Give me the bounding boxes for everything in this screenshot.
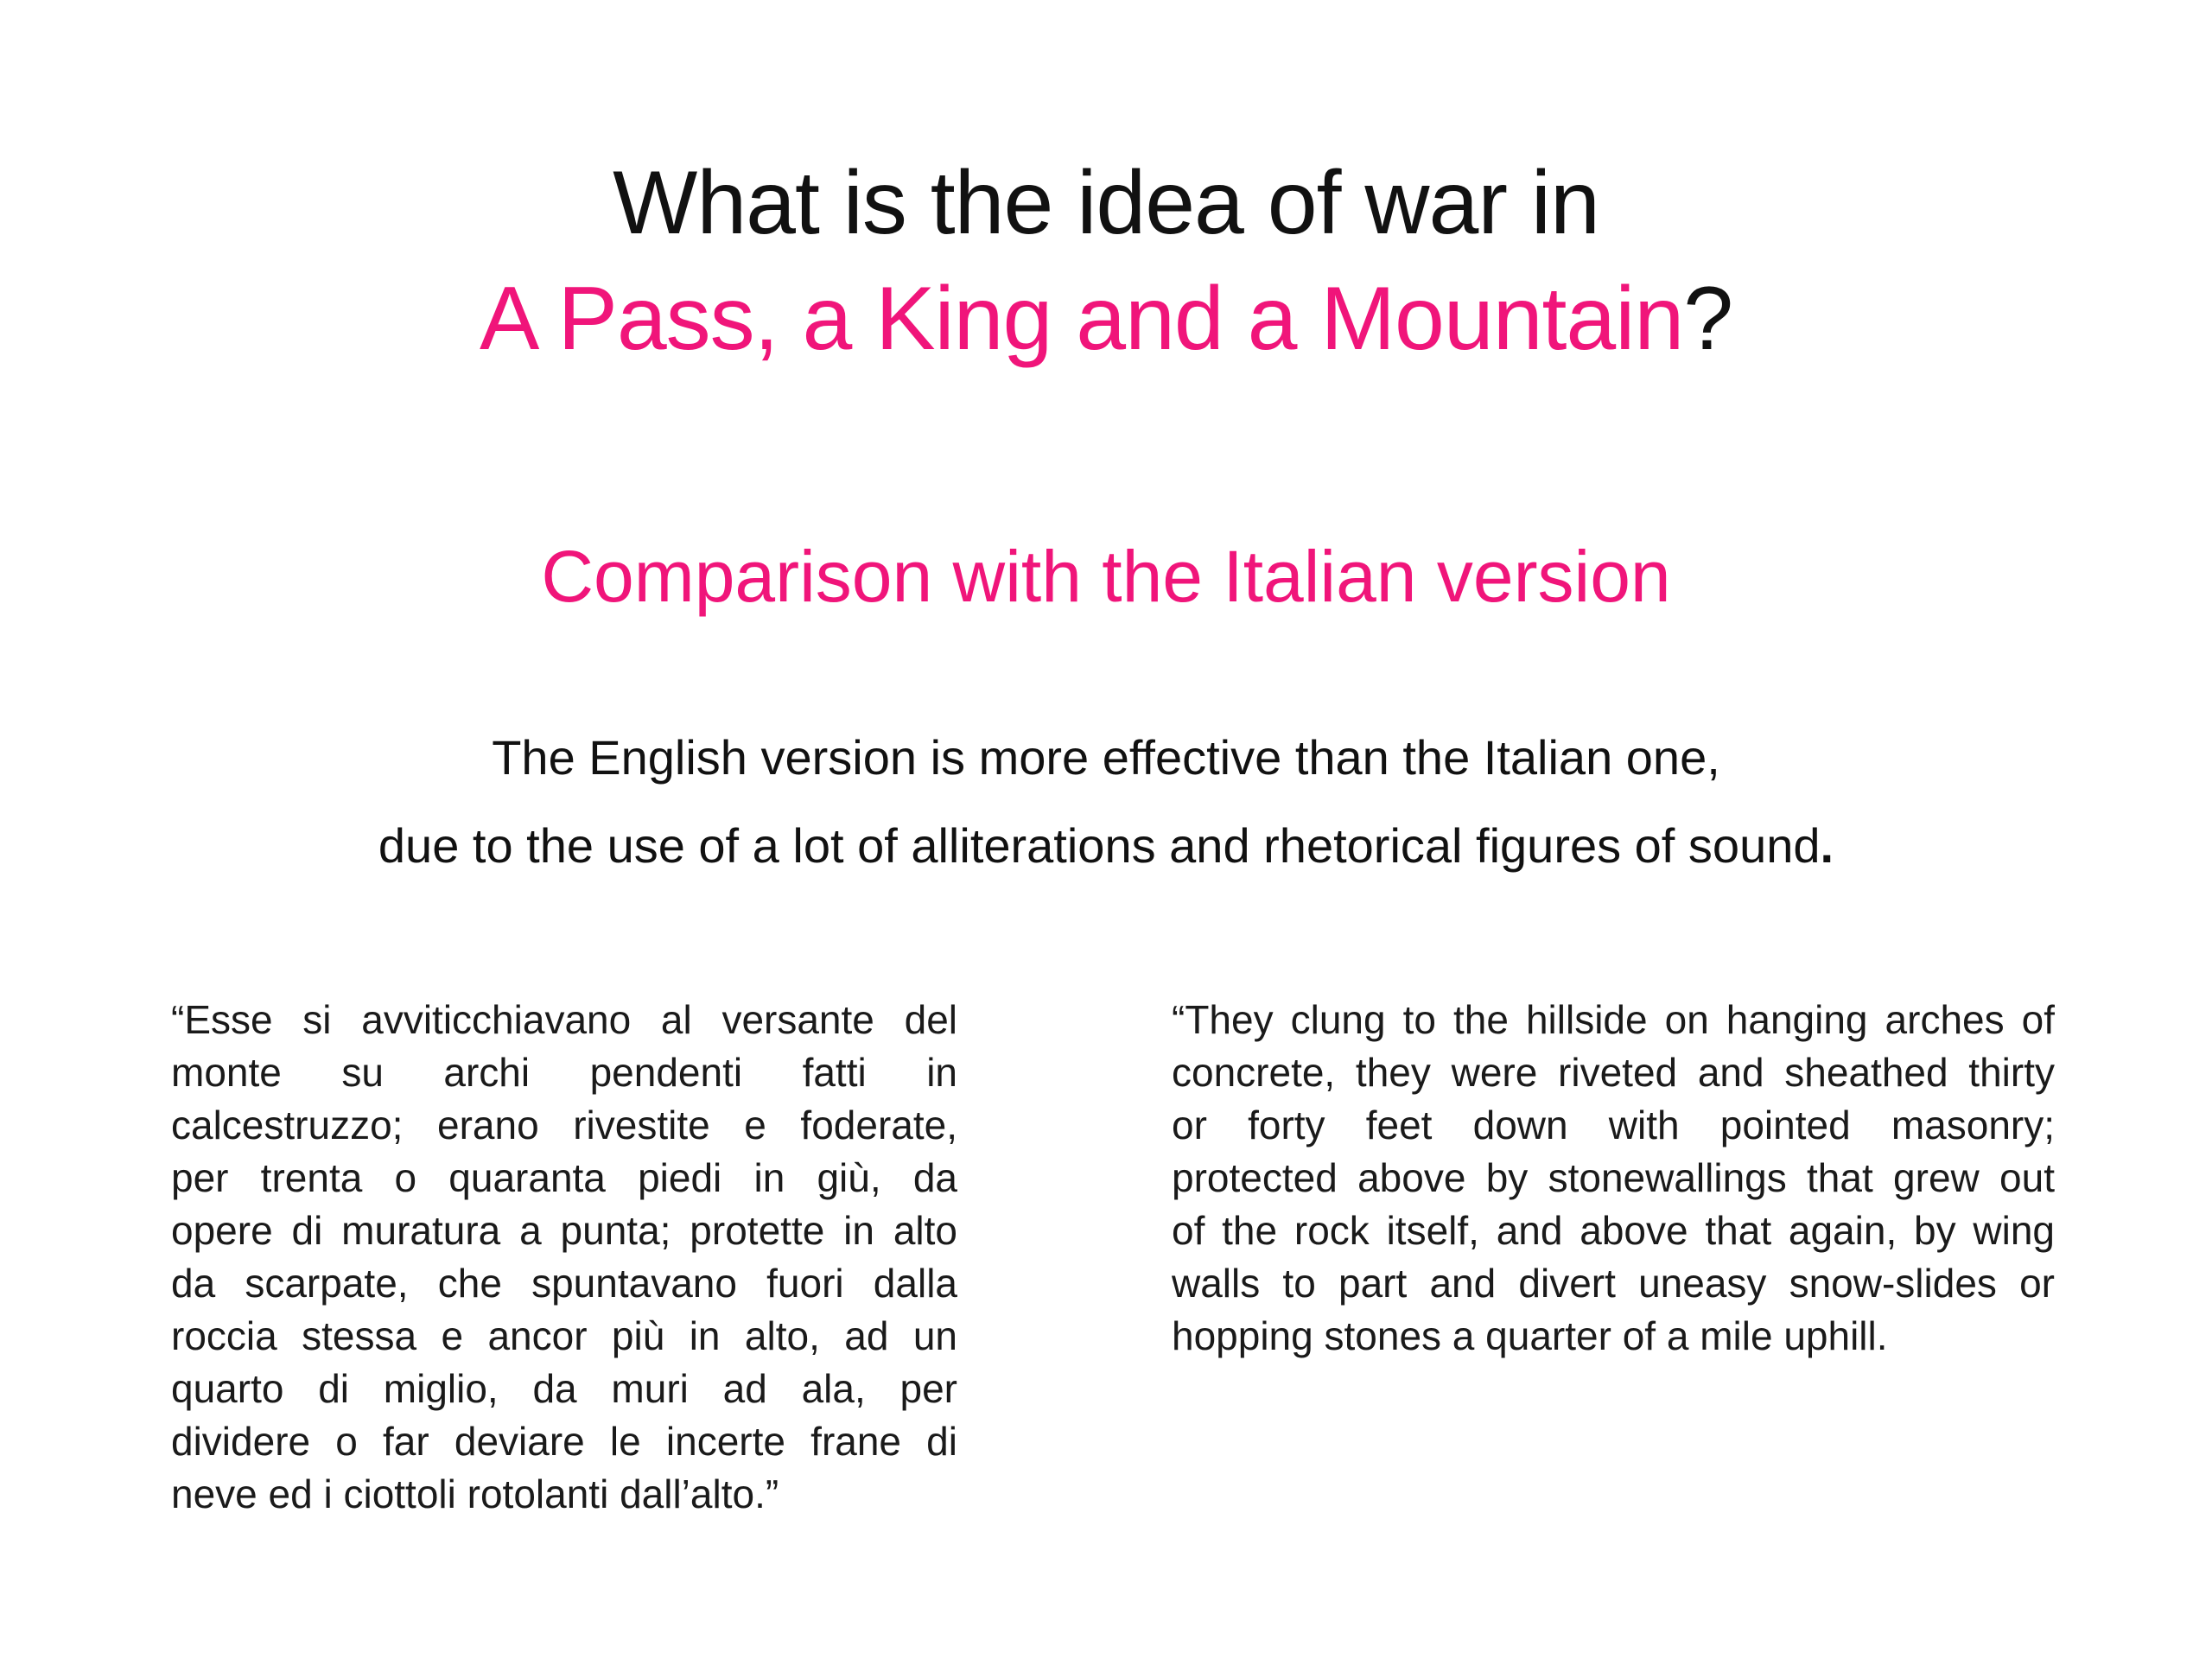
italian-quote-line: “Esse si avviticchiavano al versante del [171, 997, 957, 1042]
italian-quote-line: per trenta o quaranta piedi in giù, da [171, 1155, 957, 1200]
italian-quote-line: opere di muratura a punta; protette in alto [171, 1208, 957, 1253]
intro-period: . [1820, 818, 1834, 873]
english-quote-line: walls to part and divert uneasy snow-slides or [1172, 1261, 2055, 1306]
english-quote-line: “They clung to the hillside on hanging arches of [1172, 997, 2055, 1042]
english-quote [1172, 994, 2055, 1363]
english-quote-line: concrete, they were riveted and sheathed thirty [1172, 1050, 2055, 1095]
italian-quote-line: roccia stessa e ancor più in alto, ad un [171, 1313, 957, 1358]
italian-quote-line: monte su archi pendenti fatti in [171, 1050, 957, 1095]
italian-quote-line: da scarpate, che spuntavano fuori dalla [171, 1261, 957, 1306]
page-title [0, 145, 2212, 377]
title-line-1: What is the idea of war in [613, 153, 1599, 253]
title-question-mark: ? [1683, 269, 1733, 369]
intro-line-1: The English version is more effective than the Italian one, [492, 730, 1720, 785]
italian-quote-line: quarto di miglio, da muri ad ala, per [171, 1366, 957, 1411]
english-quote-line: hopping stones a quarter of a mile uphill. [1172, 1313, 1888, 1358]
intro-line-2-text: due to the use of a lot of alliterations and rhetorical figures of sound [378, 818, 1821, 873]
italian-quote-line: calcestruzzo; erano rivestite e foderate, [171, 1103, 957, 1147]
book-title: A Pass, a King and a Mountain [479, 269, 1684, 369]
italian-quote-line: dividere o far deviare le incerte frane di [171, 1419, 957, 1464]
title-line-2 [0, 261, 2212, 377]
intro-statement [0, 714, 2212, 890]
italian-quote-line: neve ed i ciottoli rotolanti dall’alto.” [171, 1471, 779, 1516]
section-subtitle: Comparison with the Italian version [541, 536, 1671, 617]
intro-line-2 [0, 802, 2212, 890]
italian-quote [171, 994, 957, 1521]
english-quote-line: or forty feet down with pointed masonry; [1172, 1103, 2055, 1147]
english-quote-line: of the rock itself, and above that again, by wing [1172, 1208, 2055, 1253]
english-quote-line: protected above by stonewallings that grew out [1172, 1155, 2055, 1200]
